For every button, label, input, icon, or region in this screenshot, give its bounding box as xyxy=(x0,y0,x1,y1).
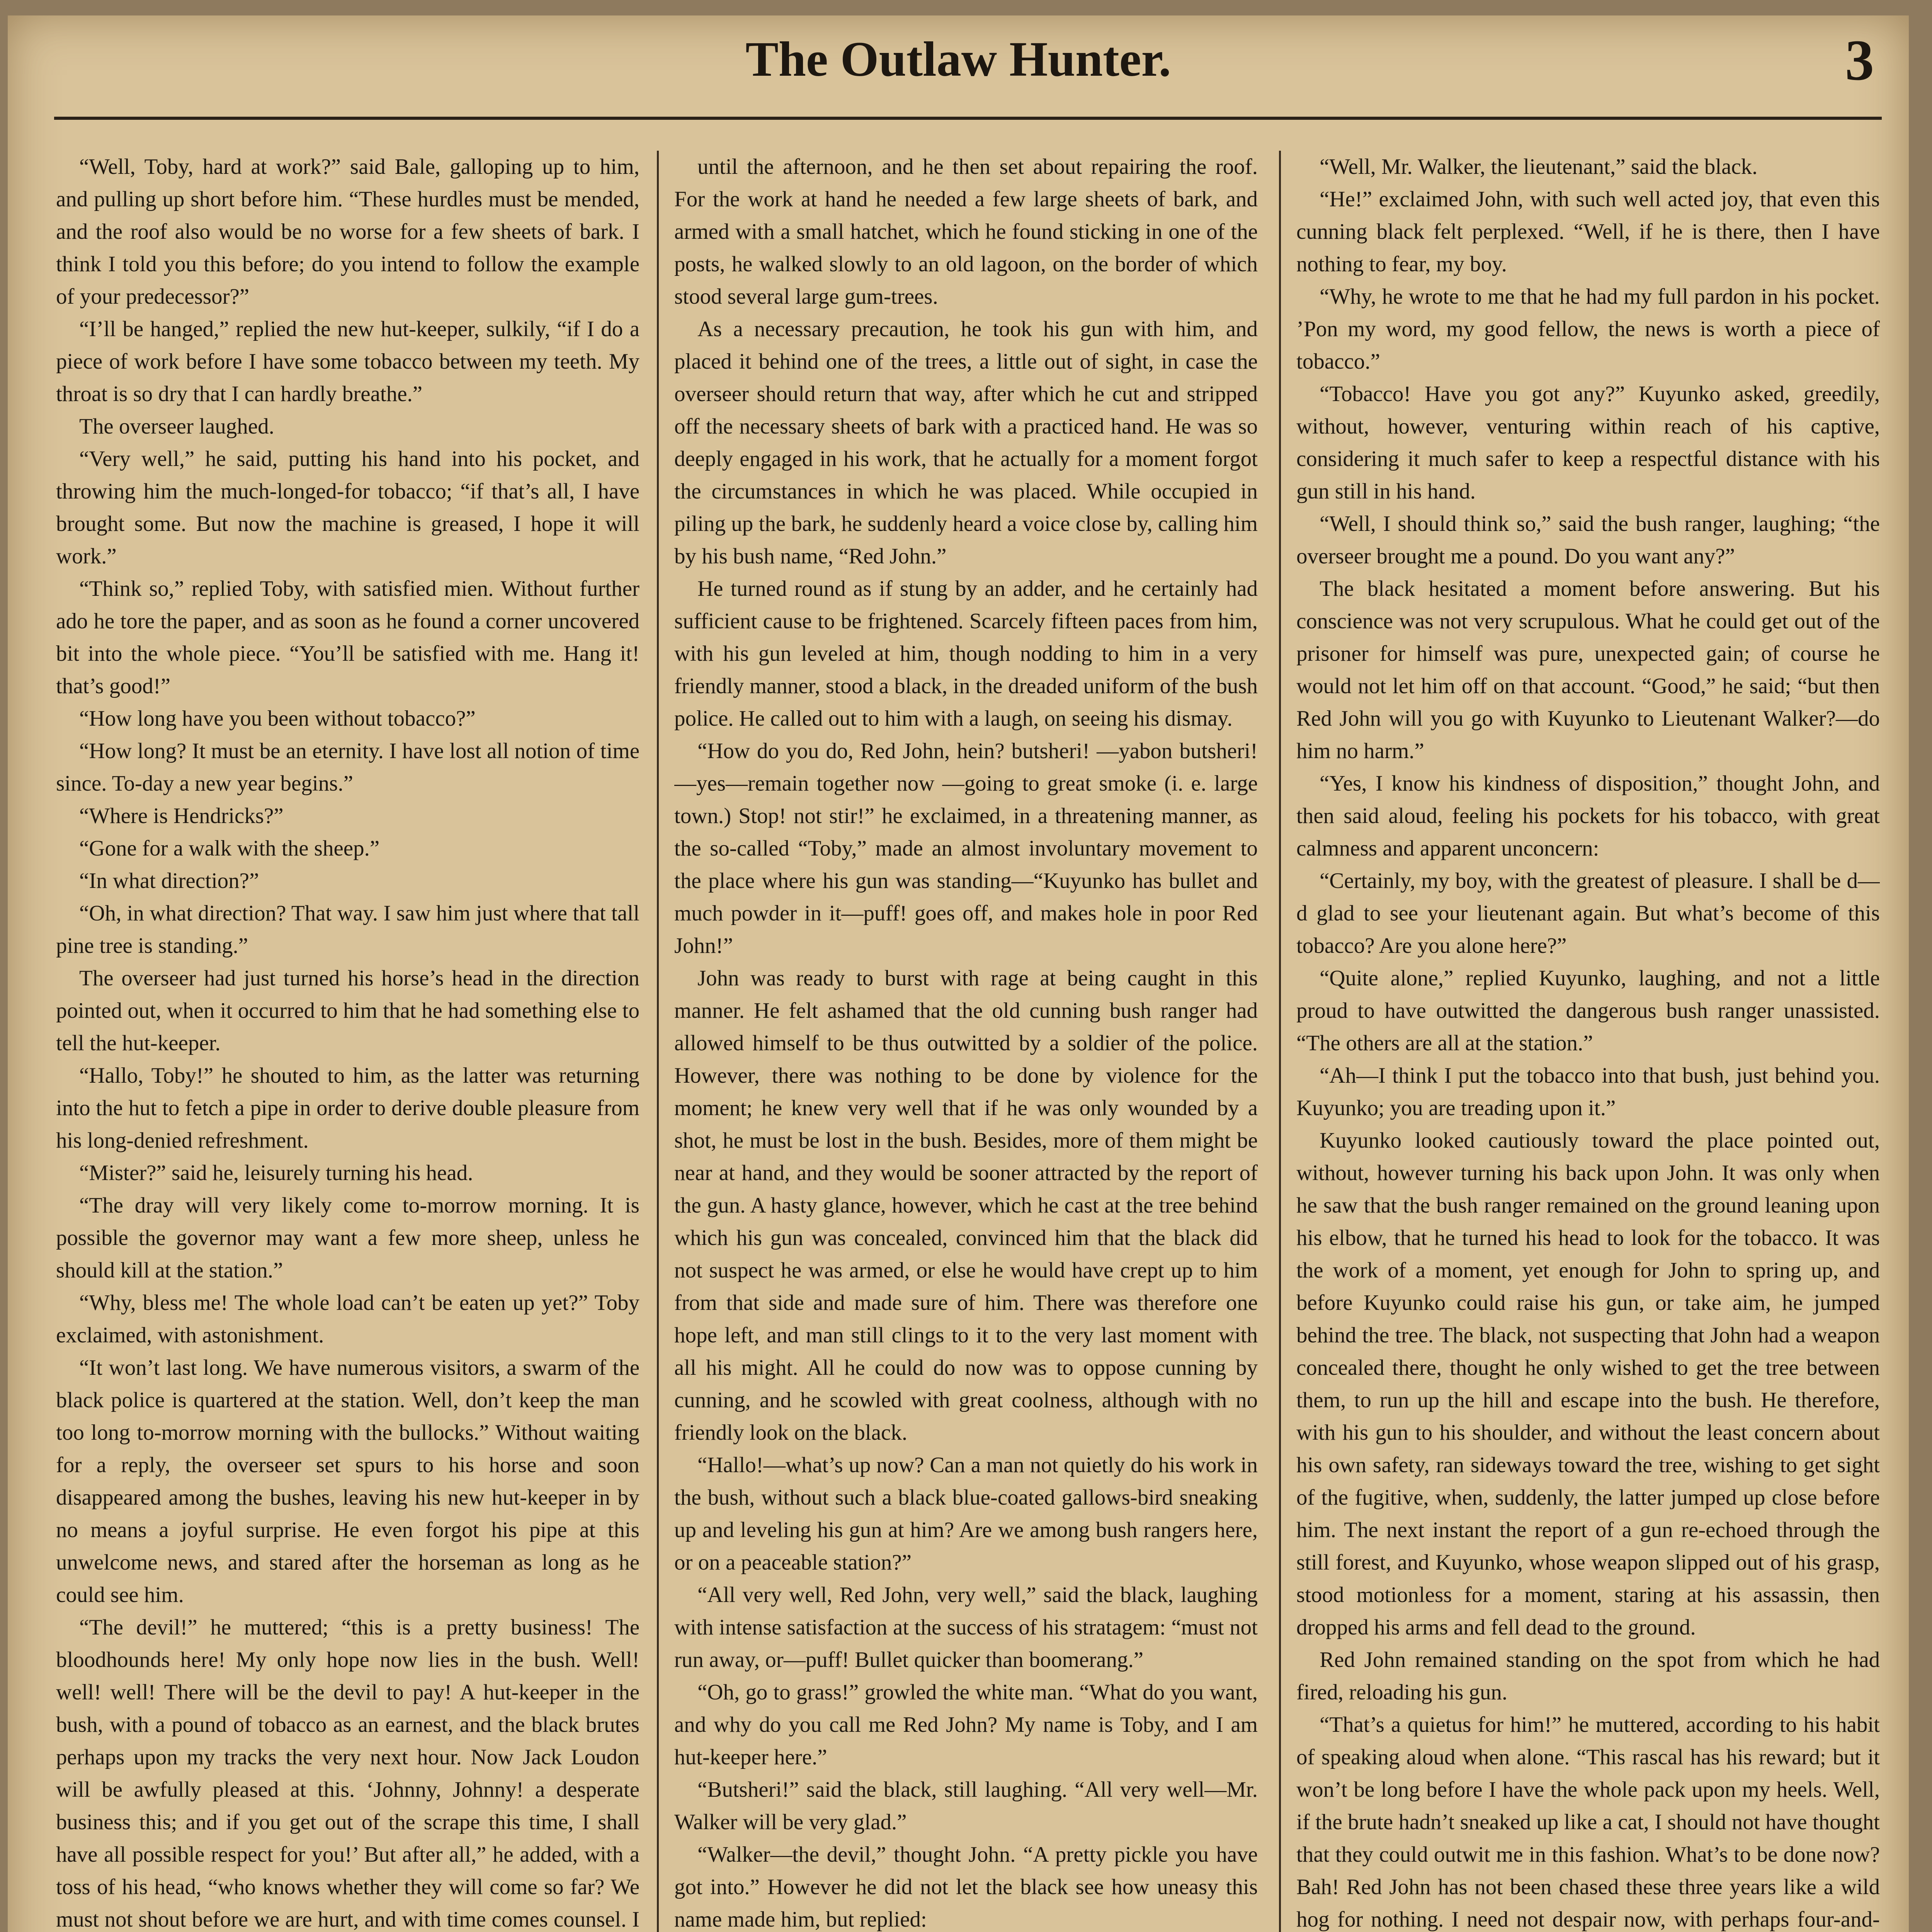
paragraph: “Oh, in what direction? That way. I saw him just where that tall pine tree is standing.” xyxy=(56,901,639,958)
paragraph: “How long have you been without tobacco?” xyxy=(79,706,476,731)
paragraph: “All very well, Red John, very well,” said the black, laughing with intense satisfaction at the success of his stratagem: “must not run away, or—puff! Bullet quicker than boomerang.” xyxy=(674,1583,1258,1672)
paragraph: “Well, I should think so,” said the bush ranger, laughing; “the overseer brought me a pound. Do you want any?” xyxy=(1296,512,1880,568)
paragraph: “Think so,” replied Toby, with satisfied mien. Without further ado he tore the paper, and as soon as he found a corner uncovered bit into the whole piece. “You’ll be satisfied with me. Hang it! that’s good!” xyxy=(56,577,639,698)
paragraph: “Mister?” said he, leisurely turning his head. xyxy=(79,1161,473,1185)
paragraph: Red John remained standing on the spot from which he had fired, reloading his gun. xyxy=(1296,1648,1880,1704)
column-divider xyxy=(657,151,659,1932)
paragraph: As a necessary precaution, he took his gun with him, and placed it behind one of the trees, a little out of sight, in case the overseer should return that way, after which he cut and stripped off the necessary sheets of bark with a practiced hand. He was so deeply engaged in his work, that he actually for a moment forgot the circumstances in which he was placed. While occupied in piling up the bark, he suddenly heard a voice close by, calling him by his bush name, “Red John.” xyxy=(674,317,1258,568)
column-2 xyxy=(674,151,1258,1932)
paragraph: The overseer laughed. xyxy=(79,414,274,439)
paragraph: “Ah—I think I put the tobacco into that bush, just behind you. Kuyunko; you are treading upon it.” xyxy=(1296,1063,1880,1120)
paragraph: “That’s a quietus for him!” he muttered, according to his habit of speaking aloud when alone. “This rascal has his reward; but it won’t be long before I have the whole pack upon my heels. Well, if the brute hadn’t sneaked up like a cat, I should not have thought that they could outwit me in this fashion. What’s to be done now? Bah! Red John has not been chased these three years like a wild hog for nothing. I need not despair now, with perhaps four-and- xyxy=(1296,1713,1880,1932)
paragraph: “He!” exclaimed John, with such well acted joy, that even this cunning black felt perplexed. “Well, if he is there, then I have nothing to fear, my boy. xyxy=(1296,187,1880,276)
column-divider xyxy=(1279,151,1281,1932)
paragraph: “Gone for a walk with the sheep.” xyxy=(79,836,380,861)
paragraph: The overseer had just turned his horse’s head in the direction pointed out, when it occurred to him that he had something else to tell the hut-keeper. xyxy=(56,966,639,1055)
paragraph: “Well, Mr. Walker, the lieutenant,” said the black. xyxy=(1320,155,1758,179)
column-3 xyxy=(1296,151,1880,1932)
paragraph: “How long? It must be an eternity. I have lost all notion of time since. To-day a new year begins.” xyxy=(56,739,639,796)
paragraph: “Hallo!—what’s up now? Can a man not quietly do his work in the bush, without such a black blue-coated gallows-bird sneaking up and leveling his gun at him? Are we among bush rangers here, or on a peaceable station?” xyxy=(674,1453,1258,1575)
paragraph: “Oh, go to grass!” growled the white man. “What do you want, and why do you call me Red John? My name is Toby, and I am hut-keeper here.” xyxy=(674,1680,1258,1769)
paragraph: “Tobacco! Have you got any?” Kuyunko asked, greedily, without, however, venturing within reach of his captive, considering it much safer to keep a respectful distance with his gun still in his hand. xyxy=(1296,382,1880,503)
paragraph: “The dray will very likely come to-morrow morning. It is possible the governor may want a few more sheep, unless he should kill at the station.” xyxy=(56,1193,639,1282)
paragraph: He turned round as if stung by an adder, and he certainly had sufficient cause to be frightened. Scarcely fifteen paces from him, with his gun leveled at him, though nodding to him in a very friendly manner, stood a black, in the dreaded uniform of the bush police. He called out to him with a laugh, on seeing his dismay. xyxy=(674,577,1258,731)
paragraph: “Quite alone,” replied Kuyunko, laughing, and not a little proud to have outwitted the dangerous bush ranger unassisted. “The others are all at the station.” xyxy=(1296,966,1880,1055)
running-title: The Outlaw Hunter. xyxy=(745,32,1171,87)
paragraph: “It won’t last long. We have numerous visitors, a swarm of the black police is quartered at the station. Well, don’t keep the man too long to-morrow morning with the bullocks.” Without waiting for a reply, the overseer set spurs to his horse and soon disappeared among the bushes, leaving his new hut-keeper in by no means a joyful surprise. He even forgot his pipe at this unwelcome news, and stared after the horseman as long as he could see him. xyxy=(56,1355,639,1607)
paragraph: The black hesitated a moment before answering. But his conscience was not very scrupulous. What he could get out of the prisoner for himself was pure, unexpected gain; of course he would not let him off on that account. “Good,” he said; “but then Red John will you go with Kuyunko to Lieutenant Walker?—do him no harm.” xyxy=(1296,577,1880,763)
paragraph: Kuyunko looked cautiously toward the place pointed out, without, however turning his back upon John. It was only when he saw that the bush ranger remained on the ground leaning upon his elbow, that he turned his head to look for the tobacco. It was the work of a moment, yet enough for John to spring up, and before Kuyunko could raise his gun, or take aim, he jumped behind the tree. The black, not suspecting that John had a weapon concealed there, thought he only wished to get the tree between them, to run up the hill and escape into the bush. He therefore, with his gun to his shoulder, and without the least concern about his own safety, ran sideways toward the tree, wishing to get sight of the fugitive, when, suddenly, the latter jumped up close before him. The next instant the report of a gun re-echoed through the still forest, and Kuyunko, whose weapon slipped out of his grasp, stood motionless for a moment, staring at his assassin, then dropped his arms and fell dead to the ground. xyxy=(1296,1128,1880,1639)
paragraph: “The devil!” he muttered; “this is a pretty business! The bloodhounds here! My only hope now lies in the bush. Well! well! well! There will be the devil to pay! A hut-keeper in the bush, with a pound of tobacco as an earnest, and the black brutes perhaps upon my tracks the very next hour. Now Jack Loudon will be awfully pleased at this. ‘Johnny, Johnny! a desperate business this; and if you get out of the scrape this time, I shall have all possible respect for you!’ But after all,” he added, with a toss of his head, “who knows whether they will come so far? We must not shout before we are hurt, and with time comes counsel. I xyxy=(56,1615,639,1932)
page-header xyxy=(8,15,1909,128)
paragraph: “Why, bless me! The whole load can’t be eaten up yet?” Toby exclaimed, with astonishment. xyxy=(56,1291,639,1347)
paragraph: “In what direction?” xyxy=(79,869,259,893)
paragraph: until the afternoon, and he then set about repairing the roof. For the work at hand he needed a few large sheets of bark, and armed with a small hatchet, which he found sticking in one of the posts, he walked slowly to an old lagoon, on the border of which stood several large gum-trees. xyxy=(674,155,1258,309)
header-rule xyxy=(54,117,1882,120)
paragraph: “Walker—the devil,” thought John. “A pretty pickle you have got into.” However he did not let the black see how uneasy this name made him, but replied: xyxy=(674,1842,1258,1932)
paragraph: “Well, Toby, hard at work?” said Bale, galloping up to him, and pulling up short before him. “These hurdles must be mended, and the roof also would be no worse for a few sheets of bark. I think I told you this before; do you intend to follow the example of your predecessor?” xyxy=(56,155,639,309)
paragraph: “How do you do, Red John, hein? butsheri! —yabon butsheri!—yes—remain together now —going to great smoke (i. e. large town.) Stop! not stir!” he exclaimed, in a threatening manner, as the so-called “Toby,” made an almost involuntary movement to the place where his gun was standing—“Kuyunko has bullet and much powder in it—puff! goes off, and makes hole in poor Red John!” xyxy=(674,739,1258,958)
paragraph: “Hallo, Toby!” he shouted to him, as the latter was returning into the hut to fetch a pipe in order to derive double pleasure from his long-denied refreshment. xyxy=(56,1063,639,1153)
paragraph: “I’ll be hanged,” replied the new hut-keeper, sulkily, “if I do a piece of work before I have some tobacco between my teeth. My throat is so dry that I can hardly breathe.” xyxy=(56,317,639,406)
paragraph: “Where is Hendricks?” xyxy=(79,804,284,828)
paragraph: “Yes, I know his kindness of disposition,” thought John, and then said aloud, feeling his pockets for his tobacco, with great calmness and apparent unconcern: xyxy=(1296,771,1880,861)
column-1 xyxy=(56,151,639,1932)
paragraph: “Why, he wrote to me that he had my full pardon in his pocket. ’Pon my word, my good fellow, the news is worth a piece of tobacco.” xyxy=(1296,284,1880,374)
paragraph: “Butsheri!” said the black, still laughing. “All very well—Mr. Walker will be very glad.” xyxy=(674,1777,1258,1834)
paragraph: John was ready to burst with rage at being caught in this manner. He felt ashamed that the old cunning bush ranger had allowed himself to be thus outwitted by a soldier of the police. However, there was nothing to be done by violence for the moment; he knew very well that if he was only wounded by a shot, he must be lost in the bush. Besides, more of them might be near at hand, and they would be sooner attracted by the report of the gun. A hasty glance, however, which he cast at the tree behind which his gun was concealed, convinced him that the black did not suspect he was armed, or else he would have crept up to him from that side and made sure of him. There was therefore one hope left, and man still clings to it to the very last moment with all his might. All he could do now was to oppose cunning by cunning, and he scowled with great coolness, although with no friendly look on the black. xyxy=(674,966,1258,1445)
article-columns xyxy=(56,151,1884,1932)
paragraph: “Very well,” he said, putting his hand into his pocket, and throwing him the much-longed-for tobacco; “if that’s all, I have brought some. But now the machine is greased, I hope it will work.” xyxy=(56,447,639,568)
paragraph: “Certainly, my boy, with the greatest of pleasure. I shall be d—d glad to see your lieutenant again. But what’s become of this tobacco? Are you alone here?” xyxy=(1296,869,1880,958)
newspaper-page xyxy=(8,15,1909,1932)
page-number: 3 xyxy=(1845,28,1874,92)
